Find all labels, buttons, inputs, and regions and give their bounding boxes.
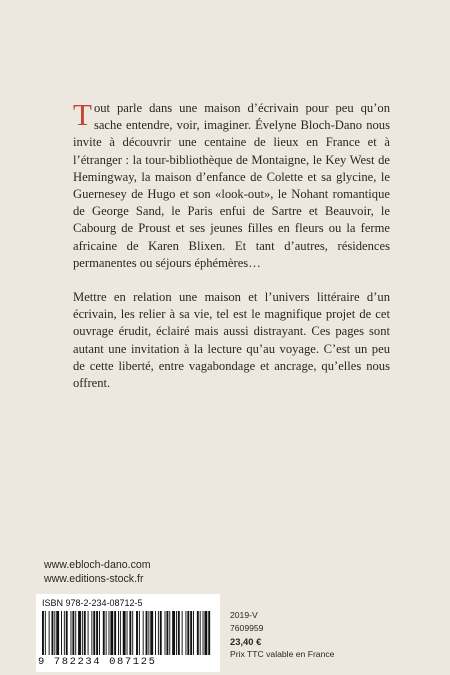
barcode-bar xyxy=(208,611,210,655)
barcode-bar xyxy=(56,611,59,655)
barcode-bar xyxy=(129,611,131,655)
barcode-bar xyxy=(118,611,119,655)
barcode-bar xyxy=(160,611,162,655)
barcode-bar xyxy=(120,611,121,655)
barcode-bar xyxy=(96,611,98,655)
barcode-bar xyxy=(110,611,113,655)
barcode-bar xyxy=(91,611,92,655)
blurb-paragraph-2: Mettre en relation une maison et l’univers littéraire d’un écrivain, les relier à sa vie, tel est le magnifique projet de cet ouvrage érudit, éclairé mais aussi distrayant. Ces pages sont autant une invitation à la lecture qu’au voyage. C’est un peu de cette liberté, entre vagabondage et ancrage, qu’elles nous offrent. xyxy=(73,290,390,391)
drop-cap: T xyxy=(73,97,92,132)
barcode-bar xyxy=(136,611,138,655)
barcode-bar xyxy=(197,611,199,655)
barcode-bar xyxy=(165,611,166,655)
barcode-bar xyxy=(172,611,175,655)
edition-code: 2019-V xyxy=(230,610,258,620)
barcode-bar xyxy=(93,611,95,655)
barcode-bar xyxy=(88,611,89,655)
barcode-bar xyxy=(176,611,177,655)
publisher-website-link[interactable]: www.editions-stock.fr xyxy=(44,573,144,585)
barcode-bar xyxy=(203,611,204,655)
barcode-bar xyxy=(150,611,153,655)
barcode-bar xyxy=(42,611,44,655)
barcode-bar xyxy=(200,611,201,655)
barcode-bar xyxy=(139,611,140,655)
barcode-bar xyxy=(71,611,72,655)
barcode-bar xyxy=(82,611,83,655)
barcode-bar xyxy=(99,611,100,655)
barcode-bar xyxy=(148,611,149,655)
barcode-bar xyxy=(123,611,126,655)
catalog-number: 7609959 xyxy=(230,623,264,633)
ean-digits: 9 782234 087125 xyxy=(38,656,157,668)
blurb-paragraph-1-text: out parle dans une maison d’écrivain pour peu qu’on sache entendre, voir, imaginer. Évelyne Bloch-Dano nous invite à découvrir une centaine de lieux en France et à l’étranger : la tour-bibliothèque de Montaigne, le Key West de Hemingway, la maison d’enfance de Colette et sa glycine, le Guernesey de Hugo et son «look-out», le Nohant romantique de George Sand, le Paris enfui de Sartre et Beauvoir, le Cabourg de Proust et ses jeunes filles en fleurs ou la ferme africaine de Karen Blixen. Et tant d’autres, résidences permanentes ou séjours éphémères… xyxy=(73,101,390,270)
barcode-bar xyxy=(45,611,46,655)
barcode-bars xyxy=(42,611,214,655)
barcode-bar xyxy=(193,611,194,655)
barcode-bar xyxy=(75,611,76,655)
barcode-bar xyxy=(190,611,192,655)
barcode-bar xyxy=(187,611,189,655)
websites xyxy=(44,558,151,586)
barcode-block xyxy=(36,594,220,672)
barcode-bar xyxy=(146,611,148,655)
barcode-bar xyxy=(166,611,168,655)
barcode-bar xyxy=(127,611,128,655)
barcode-bar xyxy=(132,611,133,655)
isbn-label: ISBN 978-2-234-08712-5 xyxy=(42,598,143,608)
price-block xyxy=(230,609,334,661)
barcode-bar xyxy=(64,611,65,655)
price-note: Prix TTC valable en France xyxy=(230,649,335,659)
barcode-bar xyxy=(109,611,110,655)
barcode-bar xyxy=(78,611,81,655)
blurb-paragraph-1 xyxy=(73,97,390,272)
barcode-bar xyxy=(72,611,74,655)
barcode-bar xyxy=(169,611,170,655)
barcode-bar xyxy=(143,611,144,655)
barcode-bar xyxy=(54,611,55,655)
barcode-bar xyxy=(182,611,183,655)
barcode-bar xyxy=(106,611,107,655)
barcode-bar xyxy=(178,611,180,655)
barcode-bar xyxy=(103,611,105,655)
barcode-bar xyxy=(185,611,186,655)
barcode-bar xyxy=(49,611,50,655)
barcode-bar xyxy=(114,611,116,655)
barcode-bar xyxy=(52,611,54,655)
barcode-bar xyxy=(155,611,156,655)
barcode-bar xyxy=(66,611,68,655)
back-cover-blurb xyxy=(73,97,390,392)
author-website-link[interactable]: www.ebloch-dano.com xyxy=(44,559,151,571)
barcode-bar xyxy=(204,611,207,655)
barcode-bar xyxy=(158,611,159,655)
barcode-bar xyxy=(84,611,86,655)
price: 23,40 € xyxy=(230,636,262,647)
barcode-bar xyxy=(61,611,62,655)
